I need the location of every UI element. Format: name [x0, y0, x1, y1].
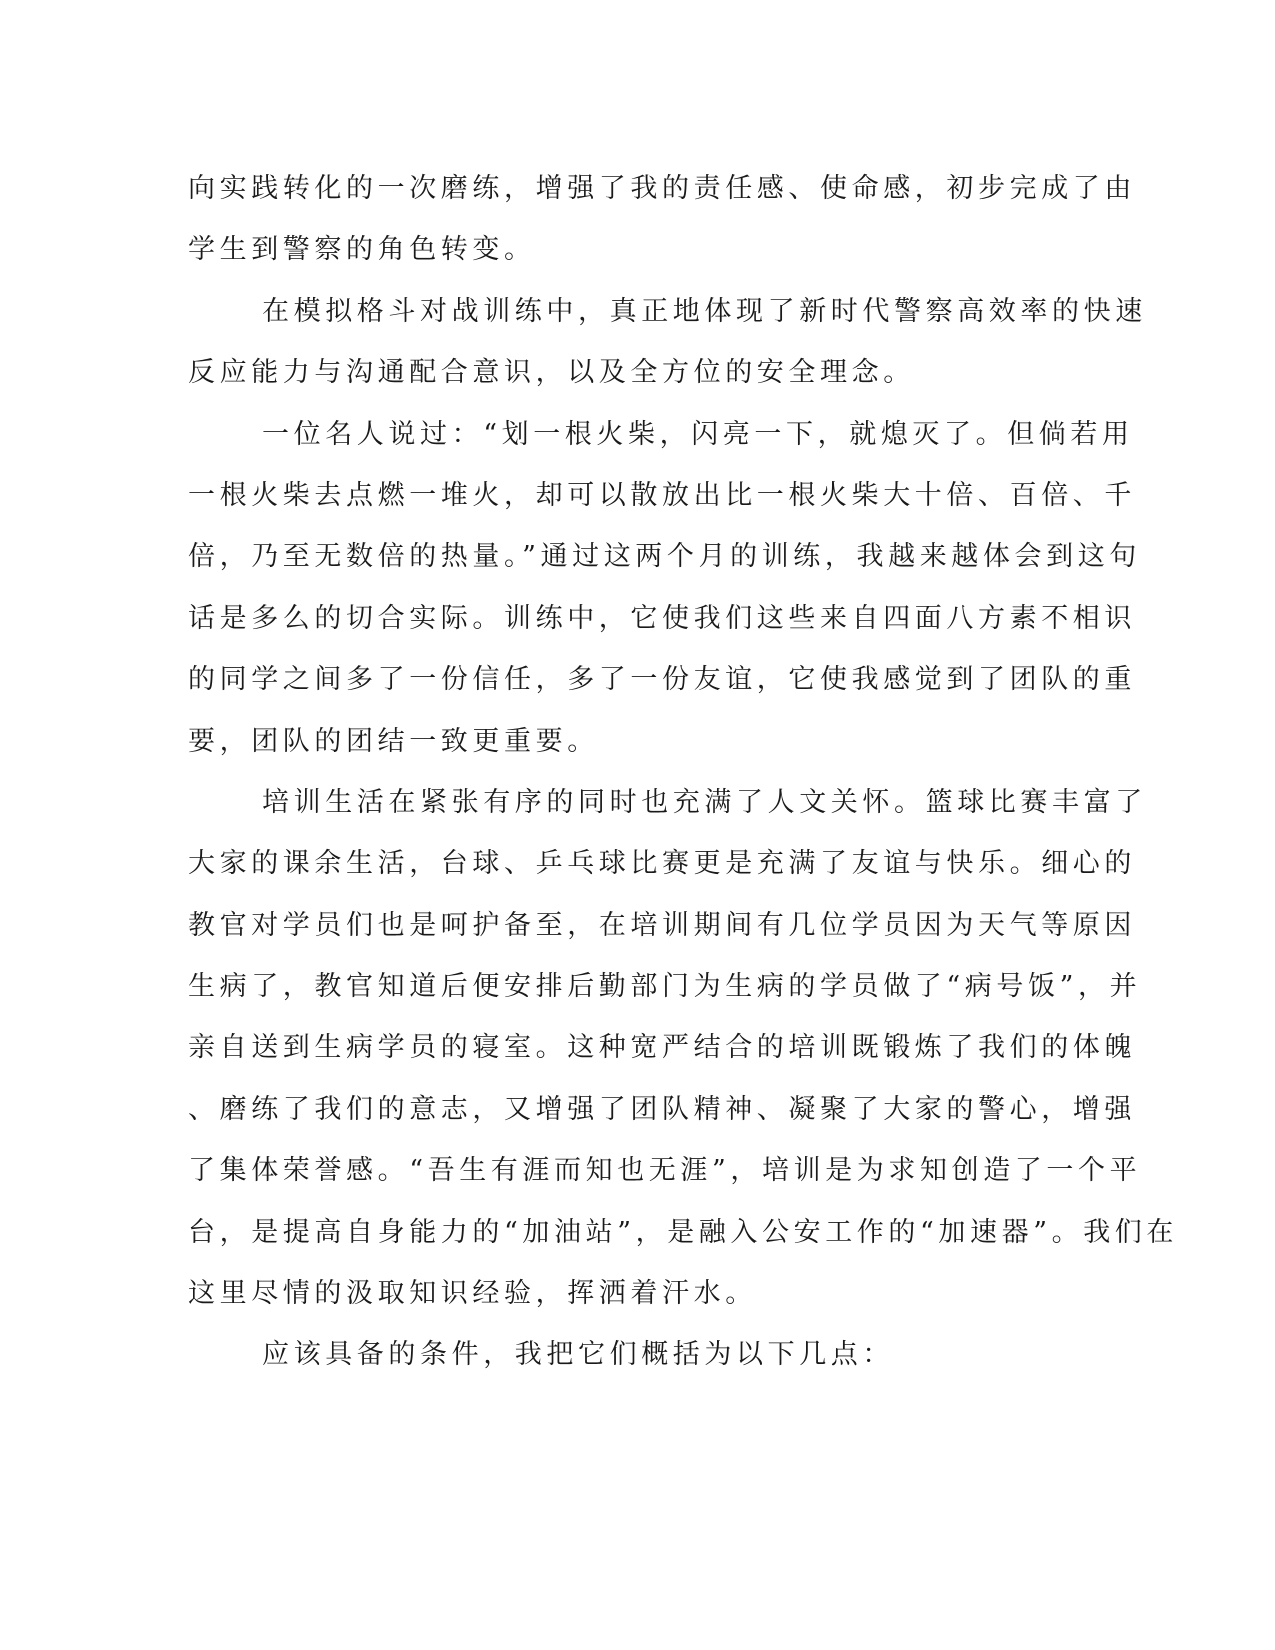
text-line: 生病了，教官知道后便安排后勤部门为生病的学员做了“病号饭”，并	[188, 971, 1142, 1003]
text-line: 话是多么的切合实际。训练中，它使我们这些来自四面八方素不相识	[188, 602, 1136, 634]
text-line: 向实践转化的一次磨练，增强了我的责任感、使命感，初步完成了由	[188, 173, 1136, 204]
text-line: 反应能力与沟通配合意识，以及全方位的安全理念。	[188, 357, 915, 389]
text-line: 应该具备的条件，我把它们概括为以下几点：	[262, 1339, 894, 1371]
text-line: 倍，乃至无数倍的热量。”通过这两个月的训练，我越来越体会到这句	[188, 541, 1141, 573]
text-line: 一位名人说过：“划一根火柴，闪亮一下，就熄灭了。但倘若用	[262, 418, 1134, 450]
text-line: 亲自送到生病学员的寝室。这种宽严结合的培训既锻炼了我们的体魄	[188, 1032, 1136, 1064]
text-line: 教官对学员们也是呵护备至，在培训期间有几位学员因为天气等原因	[188, 909, 1136, 941]
text-line: 要，团队的团结一致更重要。	[188, 725, 599, 757]
text-line: 一根火柴去点燃一堆火，却可以散放出比一根火柴大十倍、百倍、千	[188, 479, 1136, 511]
text-line: 在模拟格斗对战训练中，真正地体现了新时代警察高效率的快速	[262, 295, 1147, 327]
document-body	[188, 158, 1179, 1386]
text-line: 的同学之间多了一份信任，多了一份友谊，它使我感觉到了团队的重	[188, 664, 1136, 696]
text-line: 这里尽情的汲取知识经验，挥洒着汗水。	[188, 1278, 757, 1310]
text-line: 大家的课余生活，台球、乒乓球比赛更是充满了友谊与快乐。细心的	[188, 848, 1136, 880]
text-line: 、磨练了我们的意志，又增强了团队精神、凝聚了大家的警心，增强	[188, 1093, 1136, 1125]
text-line: 学生到警察的角色转变。	[188, 234, 536, 266]
text-line: 培训生活在紧张有序的同时也充满了人文关怀。篮球比赛丰富了	[262, 786, 1147, 818]
text-line: 了集体荣誉感。“吾生有涯而知也无涯”，培训是为求知创造了一个平	[188, 1155, 1142, 1187]
text-line: 台，是提高自身能力的“加油站”，是融入公安工作的“加速器”。我们在	[188, 1216, 1179, 1248]
